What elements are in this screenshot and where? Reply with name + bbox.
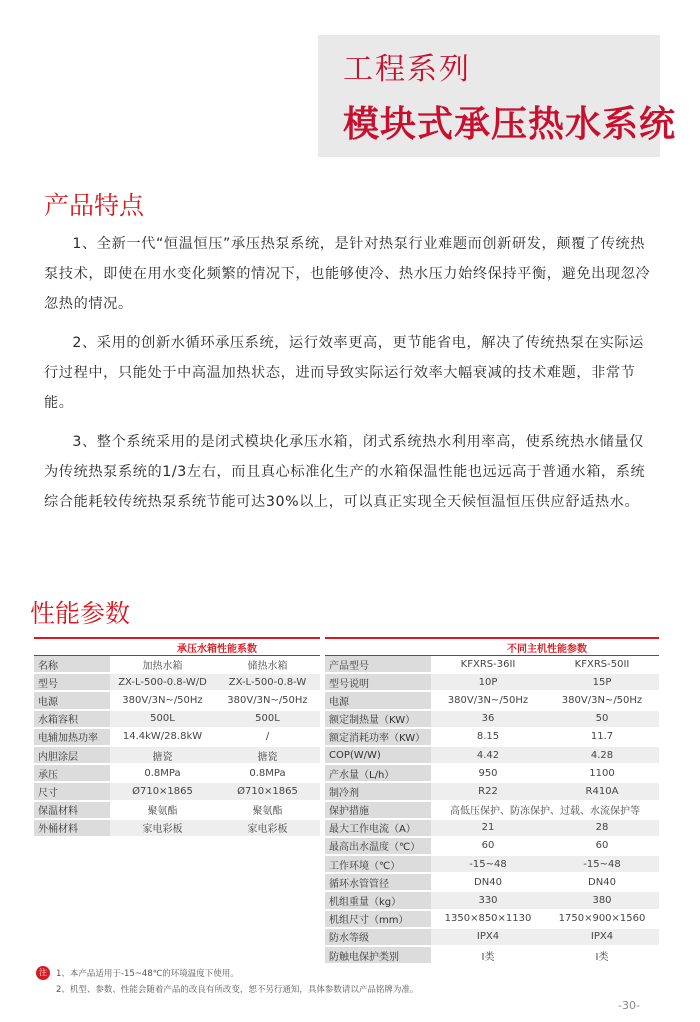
page-title: 模块式承压热水系统 xyxy=(343,104,677,145)
table-row xyxy=(34,801,320,819)
table-row xyxy=(325,855,659,873)
row-label: 保护措施 xyxy=(325,801,431,819)
row-value: -15~48 xyxy=(431,855,545,873)
row-value: 0.8MPa xyxy=(110,764,215,782)
table-group-header xyxy=(325,638,659,656)
row-label: 循环水管管径 xyxy=(325,873,431,891)
table-row xyxy=(34,782,320,800)
row-value: 380V/3N~/50Hz xyxy=(545,691,659,709)
table-row xyxy=(325,928,659,946)
table-row xyxy=(325,891,659,909)
row-value: 50 xyxy=(545,710,659,728)
row-value: 500L xyxy=(110,710,215,728)
row-value: 380V/3N~/50Hz xyxy=(215,691,320,709)
row-value: 4.28 xyxy=(545,746,659,764)
row-value: 15P xyxy=(545,673,659,691)
row-value: R410A xyxy=(545,782,659,800)
row-value: R22 xyxy=(431,782,545,800)
row-value: IPX4 xyxy=(431,928,545,946)
note-line-1: 1、本产品适用于-15~48℃的环境温度下使用。 xyxy=(56,969,239,979)
row-value: / xyxy=(215,728,320,746)
row-label: 制冷剂 xyxy=(325,782,431,800)
row-value: 加热水箱 xyxy=(110,656,215,674)
table-row xyxy=(34,710,320,728)
row-value: 聚氨酯 xyxy=(215,801,320,819)
row-value: Ø710×1865 xyxy=(215,782,320,800)
table-row xyxy=(325,710,659,728)
row-label: 产水量（L/h） xyxy=(325,764,431,782)
table-row xyxy=(325,656,659,674)
row-value: 搪瓷 xyxy=(215,746,320,764)
feature-paragraph-2: 2、采用的创新水循环承压系统，运行效率更高，更节能省电，解决了传统热泵在实际运行过程中，只能处于中高温加热状态，进而导致实际运行效率大幅衰减的技术难题，非常节能。 xyxy=(44,335,644,411)
row-label: 工作环境（℃） xyxy=(325,855,431,873)
row-value: 家电彩板 xyxy=(110,819,215,837)
row-value: 家电彩板 xyxy=(215,819,320,837)
row-label: 型号 xyxy=(34,673,110,691)
row-label: 内胆涂层 xyxy=(34,746,110,764)
row-value: -15~48 xyxy=(545,855,659,873)
table-row xyxy=(34,746,320,764)
table-row xyxy=(325,819,659,837)
table-group-header xyxy=(34,638,320,656)
row-value: 500L xyxy=(215,710,320,728)
row-label: 保温材料 xyxy=(34,801,110,819)
row-value: IPX4 xyxy=(545,928,659,946)
table-row xyxy=(325,837,659,855)
tank-spec-table xyxy=(34,637,320,838)
row-label: 型号说明 xyxy=(325,673,431,691)
table-row xyxy=(34,764,320,782)
row-label: 尺寸 xyxy=(34,782,110,800)
table-row xyxy=(325,873,659,891)
feature-paragraph-3: 3、整个系统采用的是闭式模块化承压水箱，闭式系统热水利用率高，使系统热水储量仅为传统热泵系统的1/3左右，而且真心标准化生产的水箱保温性能也远远高于普通水箱，系统综合能耗较传统热泵系统节能可达30%以上，可以真正实现全天候恒温恒压供应舒适热水。 xyxy=(44,434,646,510)
feature-paragraph-1: 1、全新一代“恒温恒压”承压热泵系统，是针对热泵行业难题而创新研发，颠覆了传统热泵技术，即使在用水变化频繁的情况下，也能够使冷、热水压力始终保持平衡，避免出现忽冷忽热的情况。 xyxy=(44,236,651,312)
row-value: I类 xyxy=(431,946,545,964)
table-row xyxy=(325,746,659,764)
row-label: 水箱容积 xyxy=(34,710,110,728)
table-row xyxy=(34,819,320,837)
row-value: 4.42 xyxy=(431,746,545,764)
row-label: 最高出水温度（℃） xyxy=(325,837,431,855)
row-value: 60 xyxy=(431,837,545,855)
table-row xyxy=(325,728,659,746)
table-row xyxy=(34,656,320,674)
table-row xyxy=(34,728,320,746)
group-title: 承压水箱性能系数 xyxy=(110,638,320,656)
row-value: 1350×850×1130 xyxy=(431,910,545,928)
row-value-merged: 高低压保护、防冻保护、过载、水流保护等 xyxy=(431,801,659,819)
row-label: 机组尺寸（mm） xyxy=(325,910,431,928)
row-label: 最大工作电流（A） xyxy=(325,819,431,837)
table-row xyxy=(325,910,659,928)
row-label: 电源 xyxy=(325,691,431,709)
row-label: 外桶材料 xyxy=(34,819,110,837)
table-row xyxy=(325,691,659,709)
row-value: 11.7 xyxy=(545,728,659,746)
row-label: 额定制热量（KW） xyxy=(325,710,431,728)
row-label: 电辅加热功率 xyxy=(34,728,110,746)
table-row xyxy=(34,673,320,691)
row-value: 8.15 xyxy=(431,728,545,746)
row-value: DN40 xyxy=(431,873,545,891)
group-header-spacer xyxy=(34,638,110,656)
performance-heading: 性能参数 xyxy=(30,599,131,628)
row-label: 防水等级 xyxy=(325,928,431,946)
table-row xyxy=(325,673,659,691)
row-value: 380 xyxy=(545,891,659,909)
row-label: COP(W/W) xyxy=(325,746,431,764)
row-value: 950 xyxy=(431,764,545,782)
row-value: ZX-L-500-0.8-W/D xyxy=(110,673,215,691)
row-value: ZX-L-500-0.8-W xyxy=(215,673,320,691)
row-value: 1100 xyxy=(545,764,659,782)
table-row xyxy=(325,801,659,819)
row-value: 14.4kW/28.8kW xyxy=(110,728,215,746)
row-value: 搪瓷 xyxy=(110,746,215,764)
table-row xyxy=(325,764,659,782)
row-label: 防触电保护类别 xyxy=(325,946,431,964)
table-row xyxy=(325,946,659,964)
row-value: 储热水箱 xyxy=(215,656,320,674)
row-value: 28 xyxy=(545,819,659,837)
row-label: 机组重量（kg） xyxy=(325,891,431,909)
table-row xyxy=(325,782,659,800)
row-value: I类 xyxy=(545,946,659,964)
row-value: 380V/3N~/50Hz xyxy=(431,691,545,709)
row-value: 380V/3N~/50Hz xyxy=(110,691,215,709)
row-value: 330 xyxy=(431,891,545,909)
features-heading: 产品特点 xyxy=(44,191,145,220)
features-body xyxy=(44,229,658,526)
row-value: KFXRS-36II xyxy=(431,656,545,674)
row-label: 承压 xyxy=(34,764,110,782)
row-label: 名称 xyxy=(34,656,110,674)
note-icon: 注 xyxy=(36,966,50,980)
group-header-spacer xyxy=(325,638,431,656)
series-title: 工程系列 xyxy=(343,52,471,87)
unit-spec-table xyxy=(325,637,659,965)
row-value: 60 xyxy=(545,837,659,855)
row-label: 额定消耗功率（KW） xyxy=(325,728,431,746)
group-title: 不同主机性能参数 xyxy=(431,638,659,656)
page-number: -30- xyxy=(618,999,640,1012)
row-label: 产品型号 xyxy=(325,656,431,674)
row-value: KFXRS-50II xyxy=(545,656,659,674)
row-value: 21 xyxy=(431,819,545,837)
row-label: 电源 xyxy=(34,691,110,709)
note-line-2: 2、机型、参数、性能会随着产品的改良有所改变，恕不另行通知，具体参数请以产品铭牌为准。 xyxy=(56,985,419,995)
row-value: 36 xyxy=(431,710,545,728)
row-value: DN40 xyxy=(545,873,659,891)
table-row xyxy=(34,691,320,709)
row-value: 1750×900×1560 xyxy=(545,910,659,928)
row-value: Ø710×1865 xyxy=(110,782,215,800)
row-value: 0.8MPa xyxy=(215,764,320,782)
row-value: 10P xyxy=(431,673,545,691)
row-value: 聚氨酯 xyxy=(110,801,215,819)
